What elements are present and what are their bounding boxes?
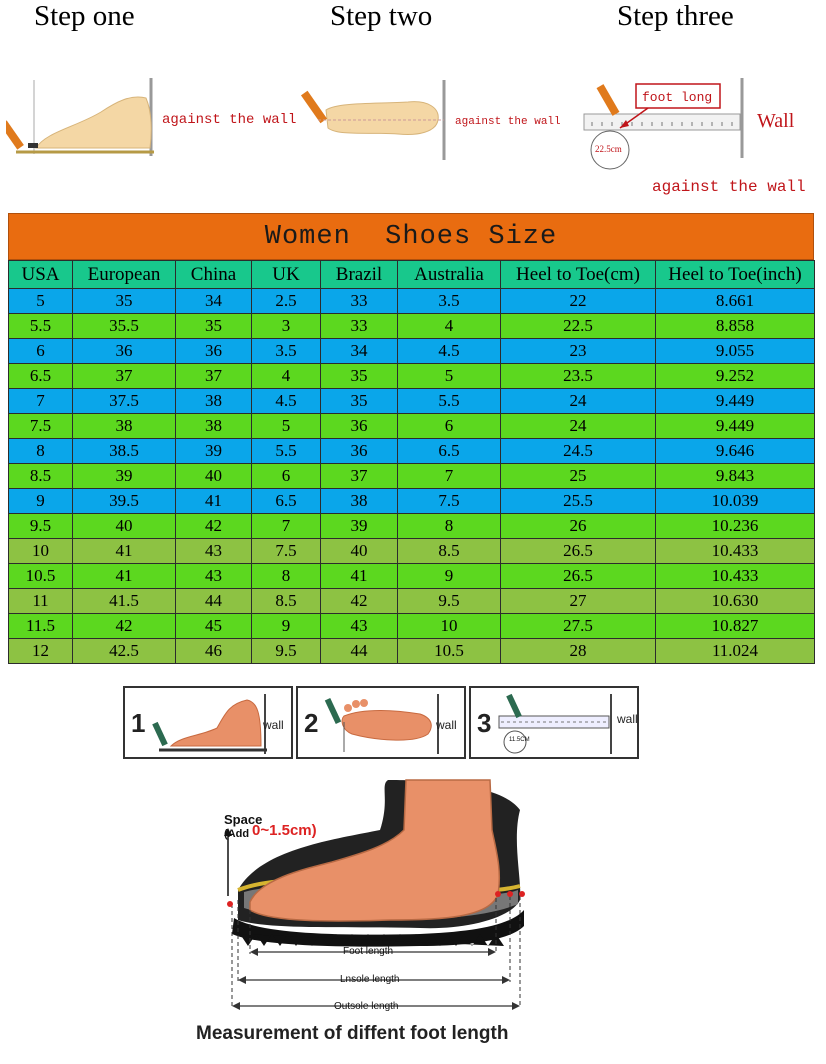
column-header: Australia (398, 261, 501, 289)
table-cell: 10.5 (9, 564, 73, 589)
step-one-foot-illustration (6, 72, 161, 164)
table-cell: 10.433 (656, 539, 815, 564)
table-cell: 9 (398, 564, 501, 589)
table-cell: 34 (176, 289, 252, 314)
table-row (9, 489, 815, 514)
table-cell: 8.5 (9, 464, 73, 489)
table-cell: 43 (176, 539, 252, 564)
foot-in-shoe-diagram (220, 770, 540, 1030)
table-cell: 10.5 (398, 639, 501, 664)
table-cell: 4.5 (252, 389, 321, 414)
table-cell: 22 (501, 289, 656, 314)
table-row (9, 639, 815, 664)
table-cell: 44 (176, 589, 252, 614)
table-cell: 5.5 (9, 314, 73, 339)
step-three-heading: Step three (617, 0, 734, 32)
table-row (9, 314, 815, 339)
table-cell: 23.5 (501, 364, 656, 389)
table-cell: 36 (176, 339, 252, 364)
table-cell: 43 (176, 564, 252, 589)
table-cell: 38.5 (73, 439, 176, 464)
table-row (9, 614, 815, 639)
table-cell: 34 (321, 339, 398, 364)
women-size-table (8, 213, 814, 664)
measure-step-wall-label: wall (436, 718, 457, 732)
table-row (9, 289, 815, 314)
table-cell: 7.5 (398, 489, 501, 514)
table-cell: 9.5 (398, 589, 501, 614)
step-two-heading: Step two (330, 0, 433, 32)
table-cell: 2.5 (252, 289, 321, 314)
table-cell: 5.5 (398, 389, 501, 414)
table-cell: 8.5 (252, 589, 321, 614)
measure-step-number: 3 (477, 708, 492, 738)
table-row (9, 464, 815, 489)
table-cell: 12 (9, 639, 73, 664)
table-cell: 11 (9, 589, 73, 614)
table-cell: 24.5 (501, 439, 656, 464)
table-cell: 5.5 (252, 439, 321, 464)
table-cell: 10.039 (656, 489, 815, 514)
table-cell: 37.5 (73, 389, 176, 414)
table-cell: 8 (398, 514, 501, 539)
table-cell: 42 (73, 614, 176, 639)
measure-step-number: 2 (304, 708, 319, 738)
table-cell: 38 (73, 414, 176, 439)
column-header: Heel to Toe(cm) (501, 261, 656, 289)
table-row (9, 539, 815, 564)
column-header: USA (9, 261, 73, 289)
table-cell: 9.5 (252, 639, 321, 664)
table-title: Women Shoes Size (8, 213, 814, 260)
table-cell: 36 (73, 339, 176, 364)
table-cell: 33 (321, 314, 398, 339)
table-cell: 8 (9, 439, 73, 464)
step-three-against-wall-label: against the wall (652, 178, 806, 196)
table-cell: 10.630 (656, 589, 815, 614)
table-cell: 39.5 (73, 489, 176, 514)
table-cell: 8.661 (656, 289, 815, 314)
table-cell: 44 (321, 639, 398, 664)
insole-length-label: Lnsole length (340, 974, 400, 985)
table-cell: 38 (321, 489, 398, 514)
table-cell: 9 (252, 614, 321, 639)
table-cell: 11.024 (656, 639, 815, 664)
step-3-ruler-icon (497, 692, 615, 756)
table-cell: 24 (501, 389, 656, 414)
size-chart-table (8, 260, 815, 664)
table-cell: 25.5 (501, 489, 656, 514)
table-cell: 26 (501, 514, 656, 539)
table-cell: 39 (321, 514, 398, 539)
table-cell: 36 (321, 414, 398, 439)
table-cell: 26.5 (501, 539, 656, 564)
table-cell: 4.5 (398, 339, 501, 364)
table-cell: 7.5 (252, 539, 321, 564)
step-one-against-wall-label: against the wall (162, 112, 297, 128)
table-cell: 6.5 (398, 439, 501, 464)
table-cell: 6.5 (252, 489, 321, 514)
table-cell: 39 (176, 439, 252, 464)
step-three-measure-value: 22.5cm (595, 144, 622, 154)
table-cell: 10.433 (656, 564, 815, 589)
table-cell: 35 (321, 364, 398, 389)
table-cell: 42.5 (73, 639, 176, 664)
table-cell: 9.5 (9, 514, 73, 539)
table-cell: 25 (501, 464, 656, 489)
table-row (9, 514, 815, 539)
table-cell: 41.5 (73, 589, 176, 614)
table-cell: 10 (9, 539, 73, 564)
table-cell: 9.055 (656, 339, 815, 364)
add-range-label: 0~1.5cm) (252, 822, 317, 839)
table-cell: 3 (252, 314, 321, 339)
step-two-against-wall-label: against the wall (455, 116, 561, 128)
table-cell: 36 (321, 439, 398, 464)
table-cell: 9 (9, 489, 73, 514)
measure-step-wall-label: wall (617, 712, 638, 726)
table-cell: 6 (252, 464, 321, 489)
table-cell: 41 (73, 564, 176, 589)
table-cell: 41 (176, 489, 252, 514)
table-cell: 10 (398, 614, 501, 639)
table-cell: 33 (321, 289, 398, 314)
column-header: China (176, 261, 252, 289)
table-cell: 5 (252, 414, 321, 439)
table-cell: 35 (321, 389, 398, 414)
table-row (9, 339, 815, 364)
table-row (9, 564, 815, 589)
table-cell: 6 (398, 414, 501, 439)
table-cell: 5 (9, 289, 73, 314)
measure-step-number: 1 (131, 708, 146, 738)
table-cell: 39 (73, 464, 176, 489)
table-cell: 7 (252, 514, 321, 539)
table-cell: 27.5 (501, 614, 656, 639)
table-cell: 40 (321, 539, 398, 564)
measure-step-three-value: 11.5CM (509, 737, 530, 743)
table-cell: 9.449 (656, 414, 815, 439)
step-1-foot-icon (151, 692, 269, 756)
add-prefix-label: (Add (224, 828, 250, 840)
table-cell: 8.5 (398, 539, 501, 564)
table-cell: 22.5 (501, 314, 656, 339)
table-cell: 9.449 (656, 389, 815, 414)
measure-step-box-3 (469, 686, 639, 759)
step-two-foot-illustration (298, 80, 450, 160)
table-cell: 42 (176, 514, 252, 539)
space-label: Space (224, 812, 263, 827)
table-cell: 9.646 (656, 439, 815, 464)
table-cell: 7 (9, 389, 73, 414)
diagram-caption: Measurement of diffent foot length (196, 1023, 509, 1044)
table-cell: 37 (176, 364, 252, 389)
table-cell: 23 (501, 339, 656, 364)
table-row (9, 414, 815, 439)
table-cell: 3.5 (252, 339, 321, 364)
table-cell: 37 (321, 464, 398, 489)
table-cell: 24 (501, 414, 656, 439)
step-2-foot-icon (324, 692, 442, 756)
table-cell: 7.5 (9, 414, 73, 439)
step-one-heading: Step one (34, 0, 135, 32)
table-cell: 5 (398, 364, 501, 389)
table-cell: 11.5 (9, 614, 73, 639)
measure-step-wall-label: wall (263, 718, 284, 732)
table-cell: 8 (252, 564, 321, 589)
table-cell: 7 (398, 464, 501, 489)
table-cell: 4 (398, 314, 501, 339)
table-row (9, 439, 815, 464)
table-cell: 4 (252, 364, 321, 389)
table-cell: 6.5 (9, 364, 73, 389)
table-cell: 10.236 (656, 514, 815, 539)
table-cell: 35 (176, 314, 252, 339)
table-cell: 26.5 (501, 564, 656, 589)
table-cell: 27 (501, 589, 656, 614)
table-cell: 9.843 (656, 464, 815, 489)
table-cell: 3.5 (398, 289, 501, 314)
table-cell: 28 (501, 639, 656, 664)
table-row (9, 589, 815, 614)
step-three-wall-label: Wall (757, 110, 795, 132)
table-row (9, 364, 815, 389)
table-cell: 35.5 (73, 314, 176, 339)
measure-step-box-1 (123, 686, 293, 759)
table-cell: 10.827 (656, 614, 815, 639)
table-cell: 37 (73, 364, 176, 389)
table-cell: 41 (73, 539, 176, 564)
table-cell: 46 (176, 639, 252, 664)
step-three-foot-long-label: foot long (642, 90, 713, 105)
table-cell: 42 (321, 589, 398, 614)
table-cell: 9.252 (656, 364, 815, 389)
table-cell: 45 (176, 614, 252, 639)
table-cell: 41 (321, 564, 398, 589)
table-cell: 38 (176, 389, 252, 414)
outsole-length-label: Outsole length (334, 1001, 399, 1012)
table-cell: 8.858 (656, 314, 815, 339)
table-cell: 35 (73, 289, 176, 314)
column-header: Heel to Toe(inch) (656, 261, 815, 289)
table-cell: 6 (9, 339, 73, 364)
measure-step-box-2 (296, 686, 466, 759)
table-cell: 40 (73, 514, 176, 539)
table-cell: 38 (176, 414, 252, 439)
table-cell: 43 (321, 614, 398, 639)
column-header: European (73, 261, 176, 289)
table-header-row (9, 261, 815, 289)
column-header: Brazil (321, 261, 398, 289)
foot-length-label: Foot length (343, 946, 394, 957)
table-cell: 40 (176, 464, 252, 489)
column-header: UK (252, 261, 321, 289)
table-row (9, 389, 815, 414)
